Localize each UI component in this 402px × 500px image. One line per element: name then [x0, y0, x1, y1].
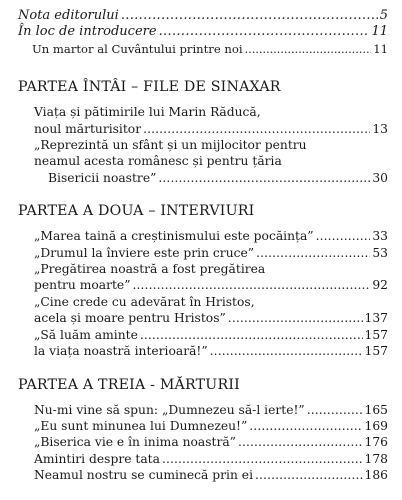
- toc-entry-viata[interactable]: [18, 121, 388, 137]
- toc-entry-line[interactable]: „Cine crede cu adevărat în Hristos,: [34, 294, 255, 309]
- dot-leader: [307, 402, 363, 418]
- toc-entry-page: 13: [372, 121, 388, 136]
- toc-entry-pregatirea[interactable]: [18, 277, 388, 293]
- toc-entry-title: acela și moare pentru Hristos”: [34, 311, 226, 326]
- toc-entry-title: Bisericii noastre”: [48, 170, 157, 185]
- toc-entry-page: 169: [364, 418, 388, 433]
- toc-entry-title: „Biserica vie e în inima noastră”: [34, 435, 236, 450]
- toc-entry-biserica-vie[interactable]: [18, 434, 388, 450]
- section-heading-partea-a-doua: PARTEA A DOUA – INTERVIURI: [18, 203, 255, 220]
- section-partea-a-doua: [18, 228, 388, 359]
- toc-entry-title: În loc de introducere: [18, 24, 157, 40]
- toc-entry-page: 176: [364, 435, 388, 450]
- toc-entry-page: 11: [371, 24, 388, 40]
- toc-entry-page: 33: [372, 229, 388, 244]
- toc-entry-nu-mi-vine[interactable]: [18, 402, 388, 418]
- toc-entry-neamul-nostru[interactable]: [18, 467, 388, 483]
- dot-leader: [228, 310, 363, 326]
- toc-entry-line[interactable]: Viața și pătimirile lui Marin Răducă,: [34, 105, 261, 120]
- section-heading-partea-a-treia: PARTEA A TREIA - MĂRTURII: [18, 376, 240, 393]
- toc-entry-title: Nota editorului: [18, 8, 119, 23]
- toc-entry-line[interactable]: „Reprezintă un sfânt și un mijlocitor pentru: [34, 138, 307, 153]
- dot-leader: [249, 418, 362, 434]
- dot-leader: [143, 121, 370, 137]
- toc-entry-cine-crede[interactable]: [18, 310, 388, 326]
- toc-entry-page: 92: [372, 278, 388, 293]
- section-partea-a-treia: [18, 402, 388, 484]
- section-partea-intai: [18, 104, 388, 186]
- dot-leader: [140, 327, 363, 343]
- dot-leader: [133, 277, 371, 293]
- toc-entry-reprezinta[interactable]: [18, 170, 388, 186]
- front-matter: [18, 8, 388, 57]
- dot-leader: [238, 434, 363, 450]
- toc-entry-title: Nu-mi vine să spun: „Dumnezeu să-l ierte!”: [34, 402, 305, 417]
- toc-entry-drumul[interactable]: [18, 245, 388, 261]
- toc-entry-title: pentru moarte”: [34, 278, 131, 293]
- toc-entry-eu-sunt-minunea[interactable]: [18, 418, 388, 434]
- dot-leader: [159, 24, 370, 40]
- toc-entry-title: „Eu sunt minunea lui Dumnezeu!”: [34, 418, 248, 433]
- toc-entry-title: Un martor al Cuvântului printre noi: [32, 41, 243, 56]
- toc-entry-page: 157: [364, 344, 388, 359]
- dot-leader: [245, 41, 372, 57]
- toc-entry-line[interactable]: neamul acesta românesc și pentru țăria: [34, 154, 282, 169]
- toc-entry-page: 5: [379, 8, 388, 23]
- toc-entry-in-loc-de-introducere[interactable]: [18, 24, 388, 40]
- dot-leader: [255, 467, 363, 483]
- toc-entry-page: 186: [364, 468, 388, 483]
- toc-entry-line[interactable]: „Pregătirea noastră a fost pregătirea: [34, 262, 266, 277]
- dot-leader: [210, 343, 363, 359]
- dot-leader: [256, 245, 370, 261]
- toc-entry-viata-interioara[interactable]: [18, 343, 388, 359]
- toc-entry-page: 11: [373, 41, 388, 56]
- toc-entry-marea-taina[interactable]: [18, 228, 388, 244]
- toc-entry-title: Amintiri despre tata: [34, 451, 160, 466]
- toc-entry-nota-editorului[interactable]: [18, 8, 388, 24]
- toc-entry-page: 165: [364, 402, 388, 417]
- toc-entry-page: 178: [364, 451, 388, 466]
- dot-leader: [158, 170, 370, 186]
- toc-entry-page: 137: [364, 311, 388, 326]
- dot-leader: [121, 8, 378, 24]
- toc-entry-un-martor[interactable]: [18, 41, 388, 57]
- toc-entry-page: 53: [372, 245, 388, 260]
- toc-entry-page: 157: [364, 327, 388, 342]
- toc-entry-title: „Drumul la înviere este prin cruce”: [34, 245, 255, 260]
- toc-entry-title: „Să luăm aminte: [34, 327, 138, 342]
- toc-entry-sa-luam-aminte[interactable]: [18, 327, 388, 343]
- section-heading-partea-intai: PARTEA ÎNTÂI – FILE DE SINAXAR: [18, 79, 281, 96]
- toc-entry-page: 30: [372, 170, 388, 185]
- toc-entry-title: „Marea taină a creștinismului este pocăința”: [34, 229, 314, 244]
- toc-entry-title: la viața noastră interioară!”: [34, 344, 208, 359]
- toc-entry-amintiri[interactable]: [18, 451, 388, 467]
- dot-leader: [316, 228, 371, 244]
- toc-entry-title: noul mărturisitor: [34, 121, 142, 136]
- toc-entry-title: Neamul nostru se cuminecă prin ei: [34, 468, 254, 483]
- dot-leader: [162, 451, 363, 467]
